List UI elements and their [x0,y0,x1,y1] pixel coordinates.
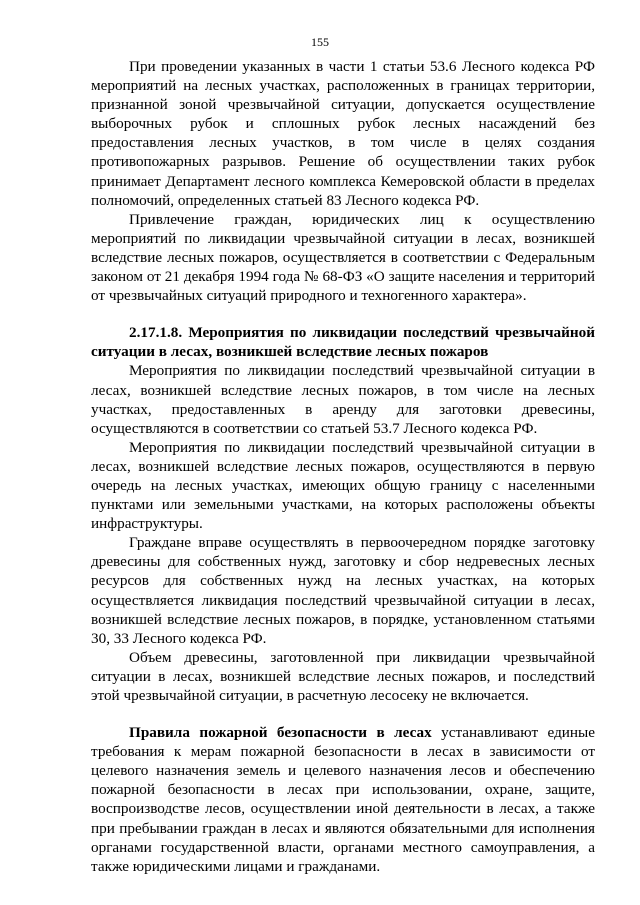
paragraph-meropriyatiya-2: Мероприятия по ликвидации последствий чрезвычайной ситуации в лесах, возникшей вследствие лесных пожаров, осуществляются в первую очередь на лесных участках, имеющих общую границу с населенными пунктами или земельными участками, на которых расположены объекты инфраструктуры. [91,438,595,533]
page-content [91,57,595,876]
paragraph-meropriyatiya-1: Мероприятия по ликвидации последствий чрезвычайной ситуации в лесах, возникшей вследствие лесных пожаров, в том числе на лесных участках, предоставленных в аренду для заготовки древесины, осуществляются в соответствии со статьей 53.7 Лесного кодекса РФ. [91,362,595,437]
paragraph-privlechenie: Привлечение граждан, юридических лиц к осуществлению мероприятий по ликвидации чрезвычайной ситуации в лесах, возникшей вследствие лесных пожаров, осуществляется в соответствии с Федеральным законом от 21 декабря 1994 года № 68-ФЗ «О защите населения и территорий от чрезвычайных ситуаций природного и техногенного характера». [91,210,595,305]
paragraph-pravila-lead: Правила пожарной безопасности в лесах [129,724,432,742]
section-heading: 2.17.1.8. Мероприятия по ликвидации последствий чрезвычайной ситуации в лесах, возникшей вследствие лесных пожаров [91,324,595,361]
page-number: 155 [311,35,329,49]
paragraph-obem-drevesiny: Объем древесины, заготовленной при ликвидации чрезвычайной ситуации в лесах, возникшей вследствие лесных пожаров, и последствий этой чрезвычайной ситуации, в расчетную лесосеку не включается. [91,648,595,704]
section-gap [91,305,595,323]
section-gap-2 [91,705,595,723]
paragraph-grazhdane: Граждане вправе осуществлять в первоочередном порядке заготовку древесины для собственных нужд, заготовку и сбор недревесных лесных ресурсов для собственных нужд на лесных участках, на которых осуществляется ликвидация последствий чрезвычайной ситуации в лесах, возникшей вследствие лесных пожаров, в порядке, установленном статьями 30, 33 Лесного кодекса РФ. [91,534,595,647]
paragraph-rubki: При проведении указанных в части 1 статьи 53.6 Лесного кодекса РФ мероприятий на лесных участках, расположенных в границах территории, признанной зоной чрезвычайной ситуации, допускается осуществление выборочных рубок и сплошных рубок лесных насаждений без предоставления лесных участков, в том числе в целях создания противопожарных разрывов. Решение об осуществлении таких рубок принимает Департамент лесного комплекса Кемеровской области в пределах полномочий, определенных статьей 83 Лесного кодекса РФ. [91,58,595,209]
paragraph-pravila [91,723,595,876]
paragraph-pravila-body: устанавливают единые требования к мерам пожарной безопасности в лесах в зависимости от целевого назначения земель и целевого назначения лесов и обеспечению пожарной безопасности в лесах при использовании, охране, защите, воспроизводстве лесов, осуществлении иной деятельности в лесах, а также при пребывании граждан в лесах и являются обязательными для исполнения органами государственной власти, органами местного самоуправления, а также юридическими лицами и гражданами. [91,724,595,875]
